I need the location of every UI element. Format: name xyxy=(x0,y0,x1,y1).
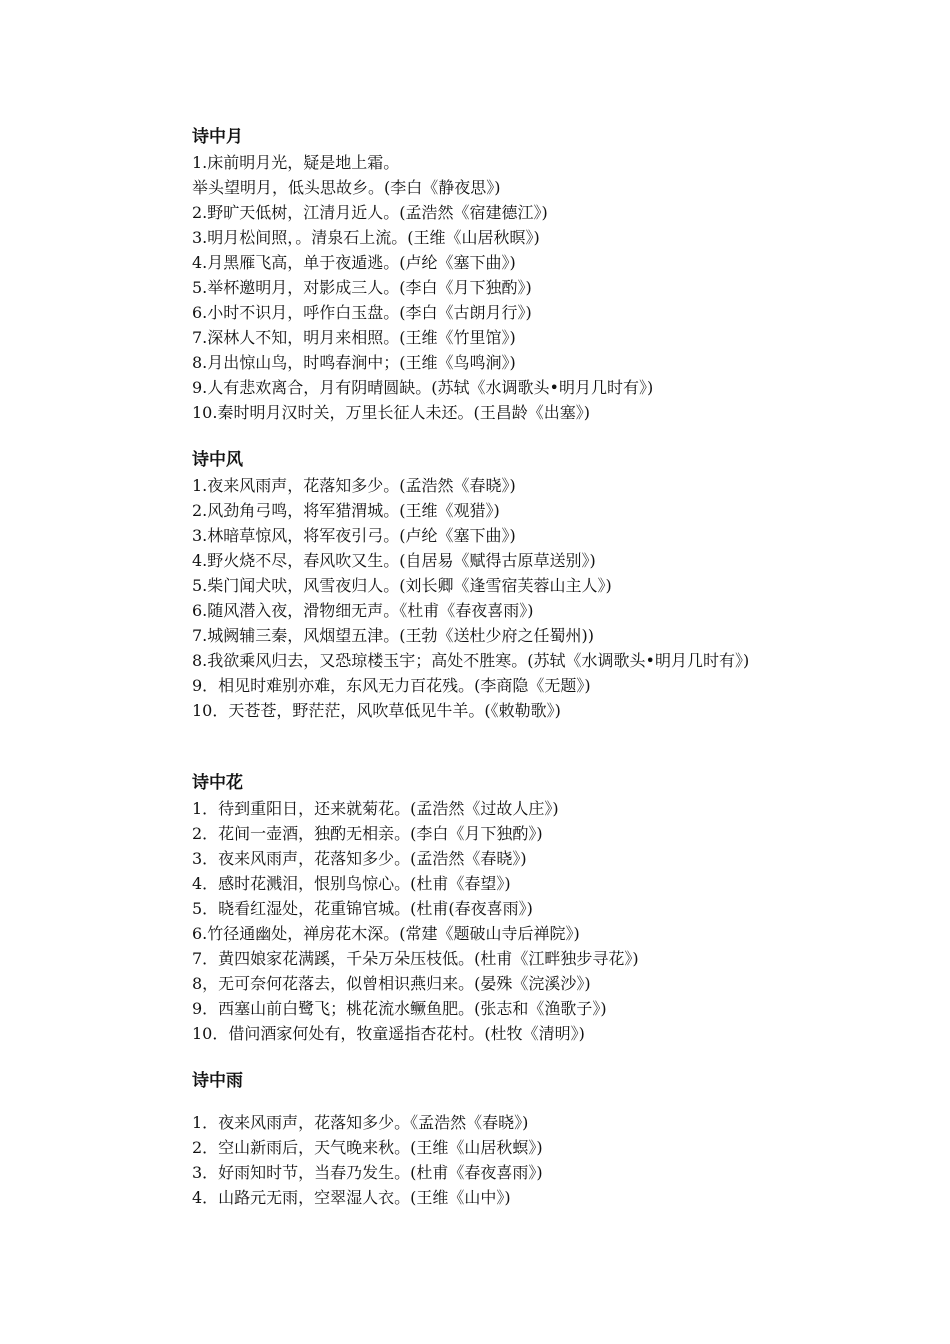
poem-line: 10.秦时明月汉时关，万里长征人未还。(王昌龄《出塞》) xyxy=(192,403,590,422)
poem-line: 9．西塞山前白鹭飞；桃花流水鳜鱼肥。(张志和《渔歌子》) xyxy=(192,999,607,1018)
poem-line: 3.林暗草惊风，将军夜引弓。(卢纶《塞下曲》) xyxy=(192,526,516,545)
poem-line: 4．山路元无雨，空翠湿人衣。(王维《山中》) xyxy=(192,1188,511,1207)
poem-line: 3．夜来风雨声，花落知多少。(孟浩然《春晓》) xyxy=(192,849,527,868)
poem-line: 1．待到重阳日，还来就菊花。(孟浩然《过故人庄》) xyxy=(192,799,559,818)
poem-line: 3.明月松间照，。清泉石上流。(王维《山居秋暝》) xyxy=(192,228,540,247)
poem-line: 9.人有悲欢离合，月有阴晴圆缺。(苏轼《水调歌头•明月几时有》) xyxy=(192,378,654,397)
poem-line: 5.柴门闻犬吠，风雪夜归人。(刘长卿《逢雪宿芙蓉山主人》) xyxy=(192,576,612,595)
section-title: 诗中花 xyxy=(192,773,243,793)
section-wind xyxy=(144,448,824,723)
poem-line: 7.城阙辅三秦，风烟望五津。(王勃《送杜少府之任蜀州)) xyxy=(192,626,594,645)
poem-line: 10．借问酒家何处有，牧童遥指杏花村。(杜牧《清明》) xyxy=(192,1024,585,1043)
poem-line: 1．夜来风雨声，花落知多少。《孟浩然《春晓》) xyxy=(192,1113,529,1132)
poem-line: 1.床前明月光，疑是地上霜。 xyxy=(192,153,400,172)
poem-line: 7.深林人不知，明月来相照。(王维《竹里馆》) xyxy=(192,328,516,347)
poem-line: 3．好雨知时节，当春乃发生。(杜甫《春夜喜雨》) xyxy=(192,1163,543,1182)
poem-line: 1.夜来风雨声，花落知多少。(孟浩然《春晓》) xyxy=(192,476,516,495)
poem-line: 8.月出惊山鸟，时鸣春涧中；(王维《鸟鸣涧》) xyxy=(192,353,516,372)
section-moon xyxy=(144,125,824,425)
poem-line: 8.我欲乘风归去，又恐琼楼玉宇；高处不胜寒。(苏轼《水调歌头•明月几时有》) xyxy=(192,651,750,670)
poem-line: 4.野火烧不尽，春风吹又生。(自居易《赋得古原草送别》) xyxy=(192,551,596,570)
section-title: 诗中月 xyxy=(192,127,243,147)
poem-line: 7．黄四娘家花满蹊，千朵万朵压枝低。(杜甫《江畔独步寻花》) xyxy=(192,949,639,968)
poem-line: 2．空山新雨后，天气晚来秋。(王维《山居秋螟》) xyxy=(192,1138,543,1157)
poem-line: 6.随风潜入夜，滑物细无声。《杜甫《春夜喜雨》) xyxy=(192,601,534,620)
section-flower xyxy=(144,771,824,1046)
poem-line: 2.野旷天低树，江清月近人。(孟浩然《宿建德江》) xyxy=(192,203,548,222)
poem-line: 4.月黑雁飞高，单于夜遁逃。(卢纶《塞下曲》) xyxy=(192,253,516,272)
section-rain xyxy=(144,1069,824,1210)
poem-line: 举头望明月，低头思故乡。(李白《静夜思》) xyxy=(192,178,501,197)
section-title: 诗中雨 xyxy=(192,1071,243,1091)
poem-line: 2.风劲角弓鸣，将军猎渭城。(王维《观猎》) xyxy=(192,501,500,520)
spacer xyxy=(144,1094,824,1110)
section-title: 诗中风 xyxy=(192,450,243,470)
poem-line: 6.竹径通幽处，禅房花木深。(常建《题破山寺后禅院》) xyxy=(192,924,580,943)
poem-line: 10．天苍苍，野茫茫，风吹草低见牛羊。(《敕勒歌》) xyxy=(192,701,561,720)
poem-line: 4．感时花溅泪，恨别鸟惊心。(杜甫《春望》) xyxy=(192,874,511,893)
poem-line: 9．相见时难别亦难，东风无力百花残。(李商隐《无题》) xyxy=(192,676,591,695)
poem-line: 6.小时不识月，呼作白玉盘。(李白《古朗月行》) xyxy=(192,303,532,322)
poem-line: 5.举杯邀明月，对影成三人。(李白《月下独酌》) xyxy=(192,278,532,297)
poem-line: 8，无可奈何花落去，似曾相识燕归来。(晏殊《浣溪沙》) xyxy=(192,974,591,993)
poem-line: 5．晓看红湿处，花重锦官城。(杜甫(春夜喜雨》) xyxy=(192,899,533,918)
poem-line: 2．花间一壶酒，独酌无相亲。(李白《月下独酌》) xyxy=(192,824,543,843)
